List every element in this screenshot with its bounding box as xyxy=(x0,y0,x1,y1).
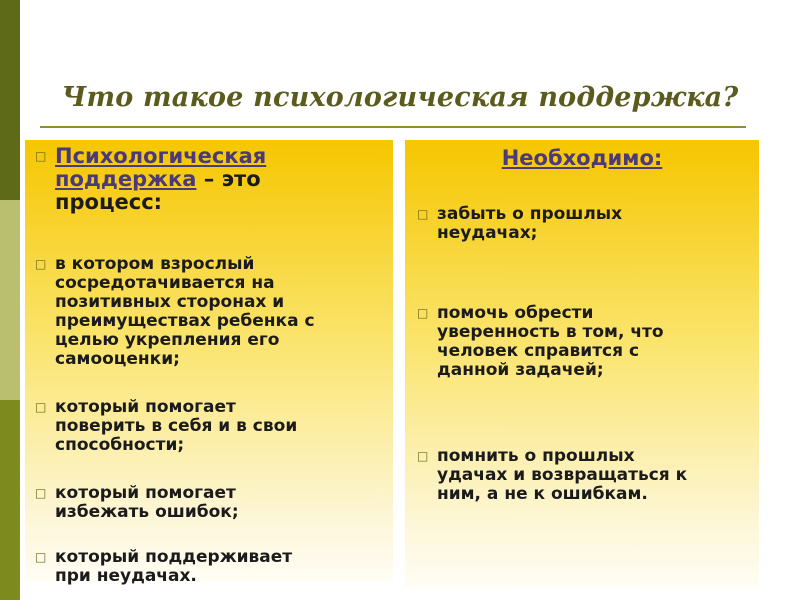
square-bullet-icon: □ xyxy=(417,449,429,463)
accent-bar-top xyxy=(0,0,20,200)
left-heading xyxy=(35,145,266,214)
square-bullet-icon: □ xyxy=(35,257,47,271)
list-item: □ забыть о прошлых неудачах; xyxy=(417,204,623,243)
accent-bar-middle xyxy=(0,200,20,400)
left-panel xyxy=(25,140,393,586)
title-divider xyxy=(40,126,746,128)
square-bullet-icon: □ xyxy=(35,149,47,163)
square-bullet-icon: □ xyxy=(35,550,47,564)
list-item: □ который помогает избежать ошибок; xyxy=(35,483,239,522)
list-item: □ который поддерживает при неудачах. xyxy=(35,547,293,586)
square-bullet-icon: □ xyxy=(417,207,429,221)
heading-term: Психологическая поддержка xyxy=(55,144,267,191)
accent-bar-bottom xyxy=(0,400,20,600)
list-item: □ который помогает поверить в себя и в свои способности; xyxy=(35,397,298,455)
right-heading: Необходимо: xyxy=(501,146,663,170)
right-panel xyxy=(405,140,759,588)
square-bullet-icon: □ xyxy=(35,400,47,414)
slide-title: Что такое психологическая поддержка? xyxy=(61,82,739,113)
list-item: □ помнить о прошлых удачах и возвращаться к ним, а не к ошибкам. xyxy=(417,446,688,504)
list-item: □ в котором взрослый сосредотачивается на позитивных сторонах и преимуществах ребенка с целью укрепления его самооценки; xyxy=(35,254,315,369)
list-item: □ помочь обрести уверенность в том, что человек справится с данной задачей; xyxy=(417,303,664,380)
square-bullet-icon: □ xyxy=(35,486,47,500)
square-bullet-icon: □ xyxy=(417,306,429,320)
heading-rest: – это процесс: xyxy=(55,167,261,214)
